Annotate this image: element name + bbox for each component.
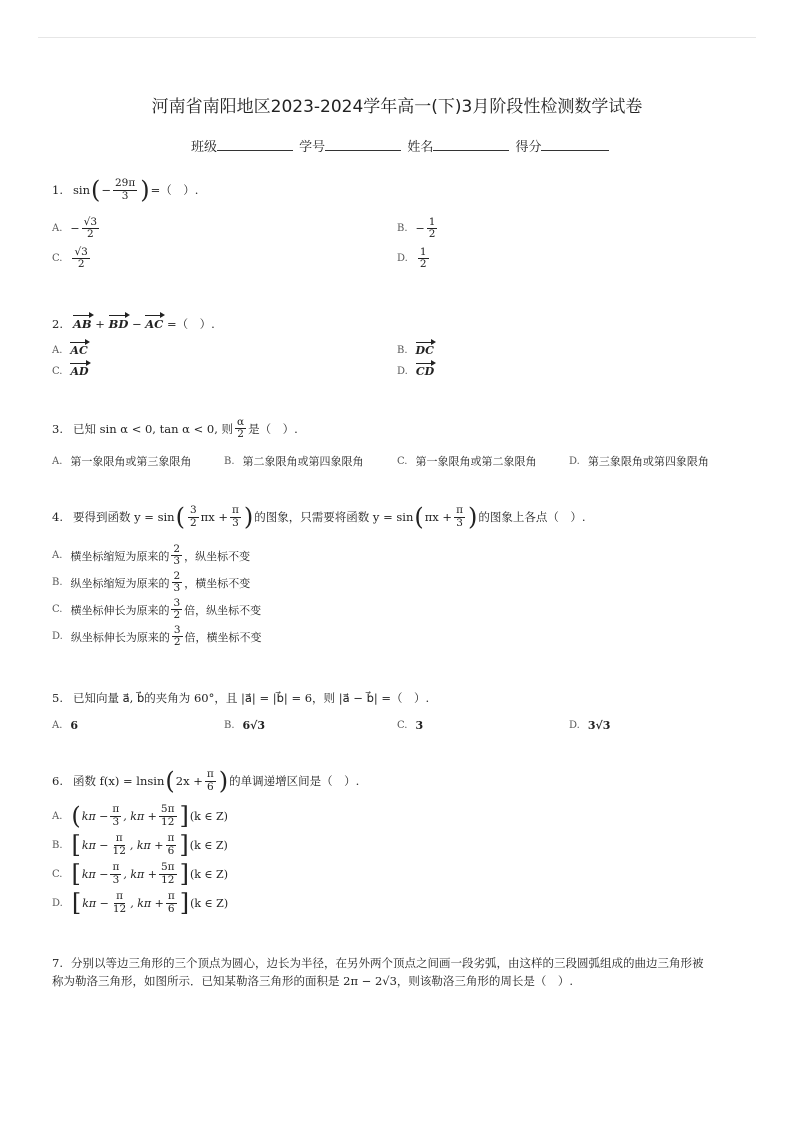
fraction-denominator: 2 — [189, 516, 197, 529]
domain-note: (k ∈ Z) — [189, 838, 228, 852]
right-paren: ) — [218, 767, 229, 795]
option-fraction — [159, 804, 177, 827]
option-fraction — [159, 862, 177, 885]
option-fraction — [171, 598, 182, 621]
option-text: 第二象限角或第四象限角 — [242, 455, 364, 468]
interval-text: , kπ + — [123, 809, 157, 823]
option-fraction — [166, 833, 177, 856]
option-c[interactable] — [52, 247, 92, 270]
right-bracket: ] — [179, 889, 190, 917]
option-letter: C. — [397, 720, 408, 731]
option-sign: − — [70, 222, 80, 236]
fraction-denominator: 6 — [167, 844, 175, 857]
fraction-numerator: π — [167, 832, 175, 845]
fraction-numerator: 1 — [419, 246, 427, 258]
right-paren: ) — [467, 503, 478, 531]
option-fraction — [418, 247, 429, 270]
option-sign: − — [415, 222, 425, 236]
option-c[interactable] — [52, 365, 89, 378]
fraction-denominator: 12 — [112, 844, 126, 857]
interval-text: , kπ + — [129, 838, 164, 852]
fraction-denominator: 3 — [173, 555, 181, 568]
left-bracket: [ — [71, 889, 82, 917]
option-a[interactable] — [52, 453, 191, 469]
option-a[interactable] — [52, 217, 101, 240]
option-fraction — [172, 625, 183, 648]
left-paren: ( — [414, 503, 424, 531]
domain-note: (k ∈ Z) — [189, 867, 228, 881]
question-2 — [52, 316, 215, 332]
option-letter: D. — [52, 631, 63, 643]
left-paren: ( — [175, 503, 185, 531]
fraction-numerator: π — [112, 861, 120, 874]
fraction-denominator: 2 — [77, 258, 85, 271]
interval-text: kπ − — [82, 896, 109, 910]
question-text: 的图象，只需要将函数 y = sin — [254, 510, 414, 524]
fraction-numerator: 3 — [173, 624, 181, 636]
option-vector: AD — [70, 365, 89, 378]
fraction-numerator: π — [456, 504, 463, 517]
option-letter: C. — [52, 253, 63, 265]
option-d[interactable] — [569, 719, 610, 732]
interval-text: , kπ + — [123, 867, 157, 881]
option-text: 横坐标伸长为原来的 — [70, 603, 170, 617]
left-bracket: [ — [71, 831, 81, 859]
fraction — [235, 417, 246, 440]
option-d[interactable] — [397, 365, 434, 378]
interval-text: , kπ + — [130, 896, 164, 910]
question-text: πx + — [424, 510, 453, 524]
class-label: 班级 — [191, 140, 218, 155]
fraction — [188, 505, 199, 528]
right-bracket: ] — [179, 860, 189, 888]
left-paren: ( — [165, 767, 175, 795]
option-d[interactable] — [569, 453, 709, 469]
fraction-numerator: π — [167, 890, 175, 903]
option-b[interactable] — [397, 344, 434, 357]
fraction-numerator: 2 — [173, 543, 181, 555]
option-text: 纵坐标缩短为原来的 — [70, 576, 170, 590]
fraction-denominator: 2 — [428, 228, 436, 241]
right-paren: ) — [243, 503, 254, 531]
option-letter: B. — [52, 839, 63, 851]
question-text: 已知向量 a⃗, b⃗的夹角为 60°，且 |a⃗| = |b⃗| = 6，则 |a⃗ − b⃗| =（ ）. — [72, 691, 430, 705]
id-label: 学号 — [299, 140, 326, 155]
fraction-denominator: 3 — [112, 873, 120, 886]
option-text: 倍，纵坐标不变 — [184, 603, 262, 617]
option-letter: D. — [397, 253, 408, 265]
sin-label: sin — [72, 183, 90, 197]
option-letter: D. — [569, 720, 580, 731]
question-tail: =（ ）. — [150, 183, 199, 197]
option-d[interactable] — [52, 625, 262, 648]
fraction-denominator: 3 — [112, 815, 120, 828]
fraction — [205, 769, 216, 792]
right-paren: ) — [140, 176, 150, 204]
option-a[interactable] — [52, 719, 78, 732]
vector-ab: AB — [72, 317, 92, 331]
option-letter: A. — [52, 455, 63, 467]
option-fraction — [82, 217, 99, 240]
fraction-numerator: π — [231, 504, 239, 517]
option-fraction — [110, 804, 121, 827]
minus-sign: − — [101, 183, 111, 197]
option-a[interactable] — [52, 804, 228, 828]
left-paren: ( — [90, 176, 101, 204]
fraction-numerator: 29π — [115, 177, 136, 190]
option-b[interactable] — [52, 833, 228, 857]
question-5 — [52, 690, 429, 706]
option-fraction — [171, 544, 182, 567]
question-6 — [52, 769, 359, 793]
fraction-numerator: 5π — [160, 803, 175, 816]
fraction-numerator: 3 — [189, 504, 197, 517]
option-letter: B. — [52, 577, 63, 589]
fraction-numerator: π — [115, 832, 123, 845]
fraction-numerator: π — [116, 890, 123, 903]
option-letter: C. — [397, 455, 408, 467]
fraction — [454, 505, 465, 528]
fraction-denominator: 2 — [237, 428, 244, 441]
option-a[interactable] — [52, 344, 88, 357]
question-text: 分别以等边三角形的三个顶点为圆心，边长为半径，在另外两个顶点之间画一段劣弧，由这样的三段圆弧组成的曲边三角形被 — [70, 956, 704, 970]
score-label: 得分 — [515, 140, 542, 155]
question-text: 要得到函数 y = sin — [72, 510, 175, 524]
fraction — [230, 505, 241, 528]
right-bracket: ] — [179, 831, 189, 859]
option-text: 纵坐标伸长为原来的 — [70, 630, 170, 644]
fraction-numerator: √3 — [74, 246, 88, 258]
option-letter: B. — [397, 223, 408, 235]
option-b[interactable] — [224, 453, 364, 469]
option-fraction — [72, 247, 89, 270]
option-letter: D. — [52, 897, 63, 909]
vector-ac: AC — [145, 317, 164, 331]
question-text: 函数 f(x) = lnsin — [72, 774, 165, 788]
option-b[interactable] — [52, 571, 250, 594]
option-text: ，纵坐标不变 — [184, 549, 251, 563]
question-text: 2x + — [175, 774, 203, 788]
operator: − — [131, 317, 142, 331]
option-letter: C. — [52, 366, 63, 377]
option-d[interactable] — [397, 247, 431, 270]
option-letter: C. — [52, 868, 63, 880]
fraction-denominator: 12 — [161, 815, 175, 828]
option-letter: A. — [52, 810, 63, 822]
fraction-denominator: 3 — [121, 189, 129, 202]
option-b[interactable] — [397, 217, 439, 240]
fraction-numerator: π — [206, 768, 214, 781]
fraction-numerator: 3 — [173, 597, 181, 609]
fraction-numerator: 1 — [428, 216, 436, 228]
question-number: 3. — [52, 421, 63, 436]
interval-text: kπ − — [81, 838, 109, 852]
fraction-numerator: 2 — [173, 570, 181, 582]
page-title: 河南省南阳地区2023-2024学年高一(下)3月阶段性检测数学试卷 — [151, 97, 643, 117]
option-letter: B. — [224, 720, 235, 731]
option-fraction — [172, 571, 183, 594]
fraction-denominator: 3 — [232, 516, 239, 529]
right-bracket: ] — [179, 802, 189, 830]
question-tail: 的单调递增区间是（ ）. — [229, 774, 360, 788]
option-letter: A. — [52, 345, 63, 356]
fraction-denominator: 2 — [173, 636, 181, 649]
option-text: 第一象限角或第二象限角 — [415, 455, 537, 468]
option-text: 3√3 — [587, 719, 611, 732]
option-text: 横坐标缩短为原来的 — [70, 549, 170, 563]
question-line-2: 称为勒洛三角形，如图所示．已知某勒洛三角形的面积是 2π − 2√3，则该勒洛三角形的周长是（ ）. — [52, 974, 574, 988]
fraction-denominator: 12 — [112, 902, 127, 915]
id-blank[interactable] — [325, 138, 401, 151]
option-fraction — [166, 891, 177, 914]
interval-text: kπ − — [81, 809, 109, 823]
question-7 — [52, 954, 742, 990]
option-text: ，横坐标不变 — [184, 576, 251, 590]
name-blank[interactable] — [433, 138, 509, 151]
option-letter: C. — [52, 604, 63, 616]
option-fraction — [111, 891, 128, 914]
student-info-line — [191, 136, 611, 155]
option-vector: DC — [415, 344, 434, 357]
domain-note: (k ∈ Z) — [190, 896, 229, 910]
option-text: 6 — [70, 719, 79, 732]
fraction-numerator: π — [112, 803, 120, 816]
option-c[interactable] — [397, 719, 423, 732]
question-tail: =（ ）. — [166, 317, 215, 331]
option-letter: D. — [569, 455, 580, 467]
question-number: 5. — [52, 691, 63, 705]
question-number: 4. — [52, 510, 63, 524]
fraction — [113, 178, 137, 201]
option-b[interactable] — [224, 719, 265, 732]
option-vector: AC — [70, 344, 88, 357]
fraction-numerator: √3 — [83, 216, 97, 228]
option-c[interactable] — [52, 598, 261, 621]
fraction-denominator: 6 — [167, 902, 175, 915]
option-text: 第一象限角或第三象限角 — [70, 455, 192, 468]
option-letter: B. — [224, 455, 235, 467]
question-text: πx + — [200, 510, 228, 524]
option-fraction — [427, 217, 438, 240]
question-text: 已知 sin α < 0, tan α < 0, 则 — [72, 421, 234, 436]
question-number: 1. — [52, 183, 63, 197]
domain-note: (k ∈ Z) — [189, 809, 228, 823]
left-bracket: [ — [71, 860, 81, 888]
option-fraction — [111, 833, 128, 856]
option-vector: CD — [415, 365, 435, 378]
fraction-numerator: α — [237, 416, 245, 428]
fraction-denominator: 3 — [173, 582, 181, 595]
option-letter: A. — [52, 223, 63, 235]
question-4 — [52, 505, 586, 529]
question-tail: 的图象上各点（ ）. — [478, 510, 586, 524]
header-divider — [38, 37, 756, 38]
fraction-denominator: 3 — [456, 516, 463, 529]
option-text: 第三象限角或第四象限角 — [587, 455, 709, 468]
option-letter: D. — [397, 366, 408, 377]
question-3 — [52, 417, 298, 440]
option-letter: B. — [397, 345, 408, 356]
option-letter: A. — [52, 720, 63, 731]
fraction-denominator: 12 — [161, 873, 175, 886]
fraction-denominator: 2 — [419, 258, 427, 271]
name-label: 姓名 — [407, 140, 434, 155]
operator: + — [95, 317, 105, 331]
option-d[interactable] — [52, 891, 228, 915]
fraction-denominator: 2 — [173, 609, 181, 622]
left-bracket: ( — [71, 802, 81, 830]
question-line-1 — [52, 954, 742, 972]
option-a[interactable] — [52, 544, 250, 567]
option-text: 6√3 — [242, 719, 266, 732]
interval-text: kπ − — [81, 867, 109, 881]
fraction-denominator: 2 — [86, 228, 94, 241]
class-blank[interactable] — [217, 138, 293, 151]
fraction-denominator: 6 — [206, 780, 214, 793]
option-c[interactable] — [52, 862, 228, 886]
option-c[interactable] — [397, 453, 536, 469]
option-letter: A. — [52, 550, 63, 562]
option-text: 倍，横坐标不变 — [184, 630, 262, 644]
question-tail: 是（ ）. — [248, 421, 298, 436]
fraction-numerator: 5π — [160, 861, 175, 874]
option-text: 3 — [415, 719, 424, 732]
question-1 — [52, 178, 198, 202]
vector-bd: BD — [108, 317, 129, 331]
question-number: 6. — [52, 774, 63, 788]
score-blank[interactable] — [541, 138, 609, 151]
option-fraction — [110, 862, 121, 885]
question-number: 7. — [52, 956, 63, 970]
question-number: 2. — [52, 317, 63, 331]
